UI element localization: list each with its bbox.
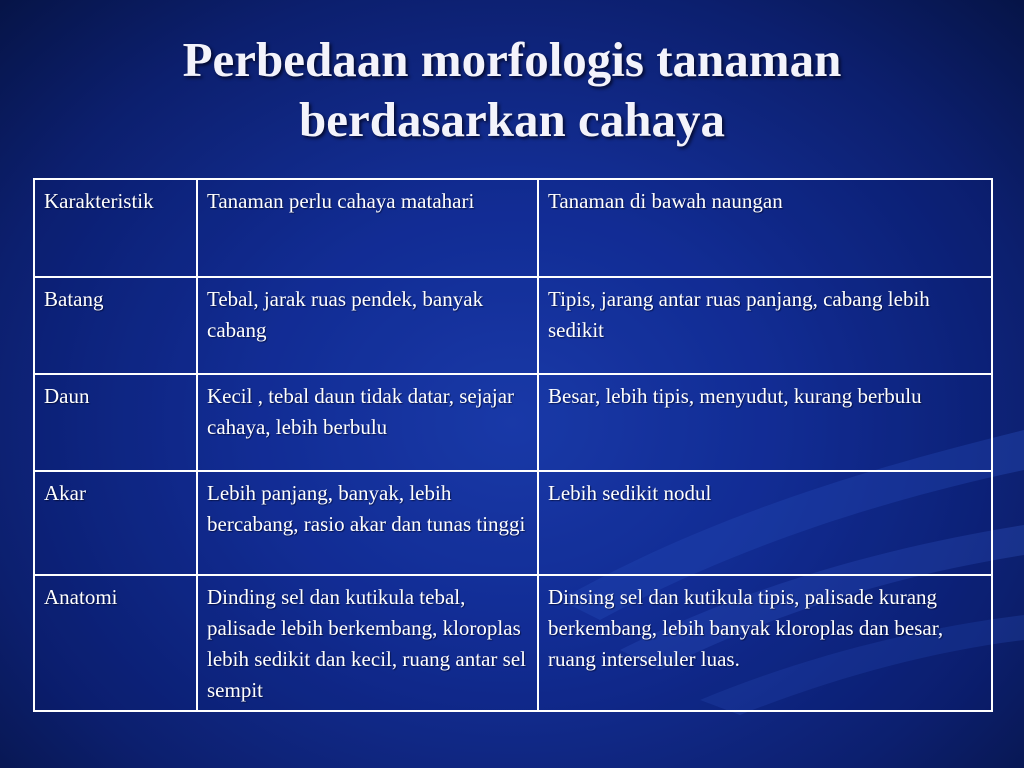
cell-anatomi-sun: Dinding sel dan kutikula tebal, palisade lebih berkembang, kloroplas lebih sedikit dan kecil, ruang antar sel sempit (197, 575, 538, 711)
cell-anatomi-shade: Dinsing sel dan kutikula tipis, palisade kurang berkembang, lebih banyak kloroplas dan besar, ruang interseluler luas. (538, 575, 992, 711)
cell-batang-shade: Tipis, jarang antar ruas panjang, cabang lebih sedikit (538, 277, 992, 374)
table-header-row (34, 179, 992, 277)
slide-title (60, 30, 964, 150)
comparison-table (33, 178, 993, 712)
table-row (34, 471, 992, 575)
cell-akar-sun: Lebih panjang, banyak, lebih bercabang, rasio akar dan tunas tinggi (197, 471, 538, 575)
table-row (34, 575, 992, 711)
cell-akar-shade: Lebih sedikit nodul (538, 471, 992, 575)
row-label-anatomi: Anatomi (34, 575, 197, 711)
table-row (34, 277, 992, 374)
header-cell-shade-plants: Tanaman di bawah naungan (538, 179, 992, 277)
cell-batang-sun: Tebal, jarak ruas pendek, banyak cabang (197, 277, 538, 374)
slide-title-line-2: berdasarkan cahaya (298, 92, 726, 147)
row-label-batang: Batang (34, 277, 197, 374)
header-cell-sun-plants: Tanaman perlu cahaya matahari (197, 179, 538, 277)
row-label-daun: Daun (34, 374, 197, 471)
table-row (34, 374, 992, 471)
cell-daun-sun: Kecil , tebal daun tidak datar, sejajar cahaya, lebih berbulu (197, 374, 538, 471)
slide-title-line-1: Perbedaan morfologis tanaman (182, 32, 842, 87)
header-cell-karakteristik: Karakteristik (34, 179, 197, 277)
row-label-akar: Akar (34, 471, 197, 575)
cell-daun-shade: Besar, lebih tipis, menyudut, kurang berbulu (538, 374, 992, 471)
